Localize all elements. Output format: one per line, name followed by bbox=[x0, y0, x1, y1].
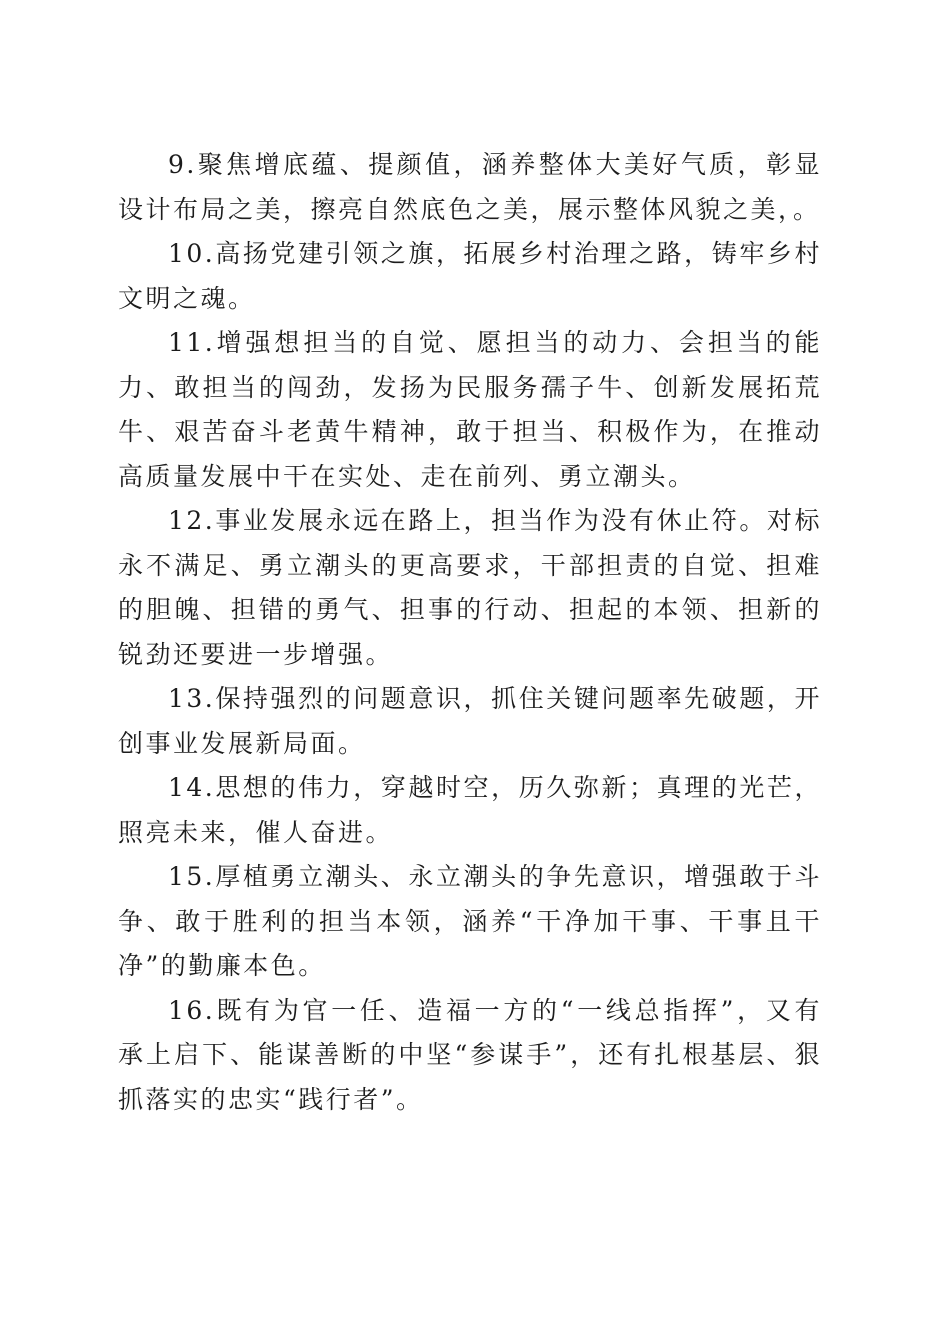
paragraph-15: 15.厚植勇立潮头、永立潮头的争先意识，增强敢于斗争、敢于胜利的担当本领，涵养“干净加干事、干事且干净”的勤廉本色。 bbox=[118, 862, 822, 980]
paragraph-13: 13.保持强烈的问题意识，抓住关键问题率先破题，开创事业发展新局面。 bbox=[118, 684, 822, 758]
paragraph-14: 14.思想的伟力，穿越时空，历久弥新；真理的光芒，照亮未来，催人奋进。 bbox=[118, 773, 822, 847]
paragraph-11: 11.增强想担当的自觉、愿担当的动力、会担当的能力、敢担当的闯劲，发扬为民服务孺子牛、创新发展拓荒牛、艰苦奋斗老黄牛精神，敢于担当、积极作为，在推动高质量发展中干在实处、走在前列、勇立潮头。 bbox=[118, 328, 822, 491]
paragraph-12: 12.事业发展永远在路上，担当作为没有休止符。对标永不满足、勇立潮头的更高要求，干部担责的自觉、担难的胆魄、担错的勇气、担事的行动、担起的本领、担新的锐劲还要进一步增强。 bbox=[118, 506, 822, 669]
paragraph-10: 10.高扬党建引领之旗，拓展乡村治理之路，铸牢乡村文明之魂。 bbox=[118, 239, 822, 313]
paragraph-9: 9.聚焦增底蕴、提颜值，涵养整体大美好气质，彰显设计布局之美，擦亮自然底色之美，展示整体风貌之美，。 bbox=[118, 150, 822, 224]
document-body bbox=[118, 143, 822, 1122]
paragraph-16: 16.既有为官一任、造福一方的“一线总指挥”，又有承上启下、能谋善断的中坚“参谋手”，还有扎根基层、狠抓落实的忠实“践行者”。 bbox=[118, 995, 822, 1114]
